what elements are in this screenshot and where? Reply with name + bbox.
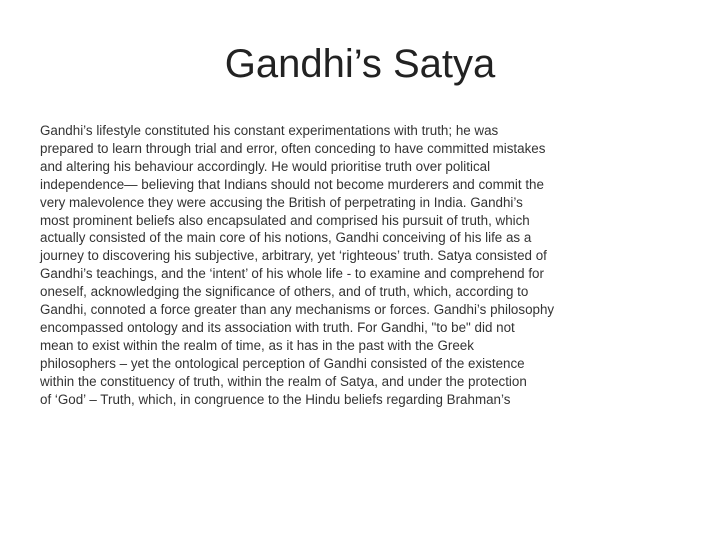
body-line: Gandhi, connoted a force greater than any mechanisms or forces. Gandhi’s philosophy <box>40 302 555 318</box>
body-line: most prominent beliefs also encapsulated and comprised his pursuit of truth, which <box>40 212 530 228</box>
body-line: prepared to learn through trial and error, often conceding to have committed mistakes <box>40 140 546 156</box>
body-line: encompassed ontology and its association with truth. For Gandhi, "to be" did not <box>40 319 515 335</box>
body-line: Gandhi’s lifestyle constituted his constant experimentations with truth; he was <box>40 123 499 138</box>
slide-title: Gandhi’s Satya <box>224 42 496 86</box>
body-line: mean to exist within the realm of time, as it has in the past with the Greek <box>40 337 474 353</box>
body-line: Gandhi’s teachings, and the ‘intent’ of his whole life - to examine and comprehend for <box>40 266 544 282</box>
body-line: within the constituency of truth, within the realm of Satya, and under the protection <box>40 373 527 389</box>
slide-body-text <box>40 122 686 409</box>
body-line: very malevolence they were accusing the British of perpetrating in India. Gandhi’s <box>40 194 523 210</box>
body-line: philosophers – yet the ontological perception of Gandhi consisted of the existence <box>40 355 525 371</box>
body-line: actually consisted of the main core of his notions, Gandhi conceiving of his life as a <box>40 230 532 246</box>
body-line: journey to discovering his subjective, arbitrary, yet ‘righteous’ truth. Satya consisted of <box>40 248 547 264</box>
body-line: of ‘God’ – Truth, which, in congruence to the Hindu beliefs regarding Brahman’s <box>40 391 511 407</box>
body-line: oneself, acknowledging the significance of others, and of truth, which, according to <box>40 284 529 300</box>
body-line: independence— believing that Indians should not become murderers and commit the <box>40 176 544 192</box>
body-line: and altering his behaviour accordingly. He would prioritise truth over political <box>40 158 491 174</box>
